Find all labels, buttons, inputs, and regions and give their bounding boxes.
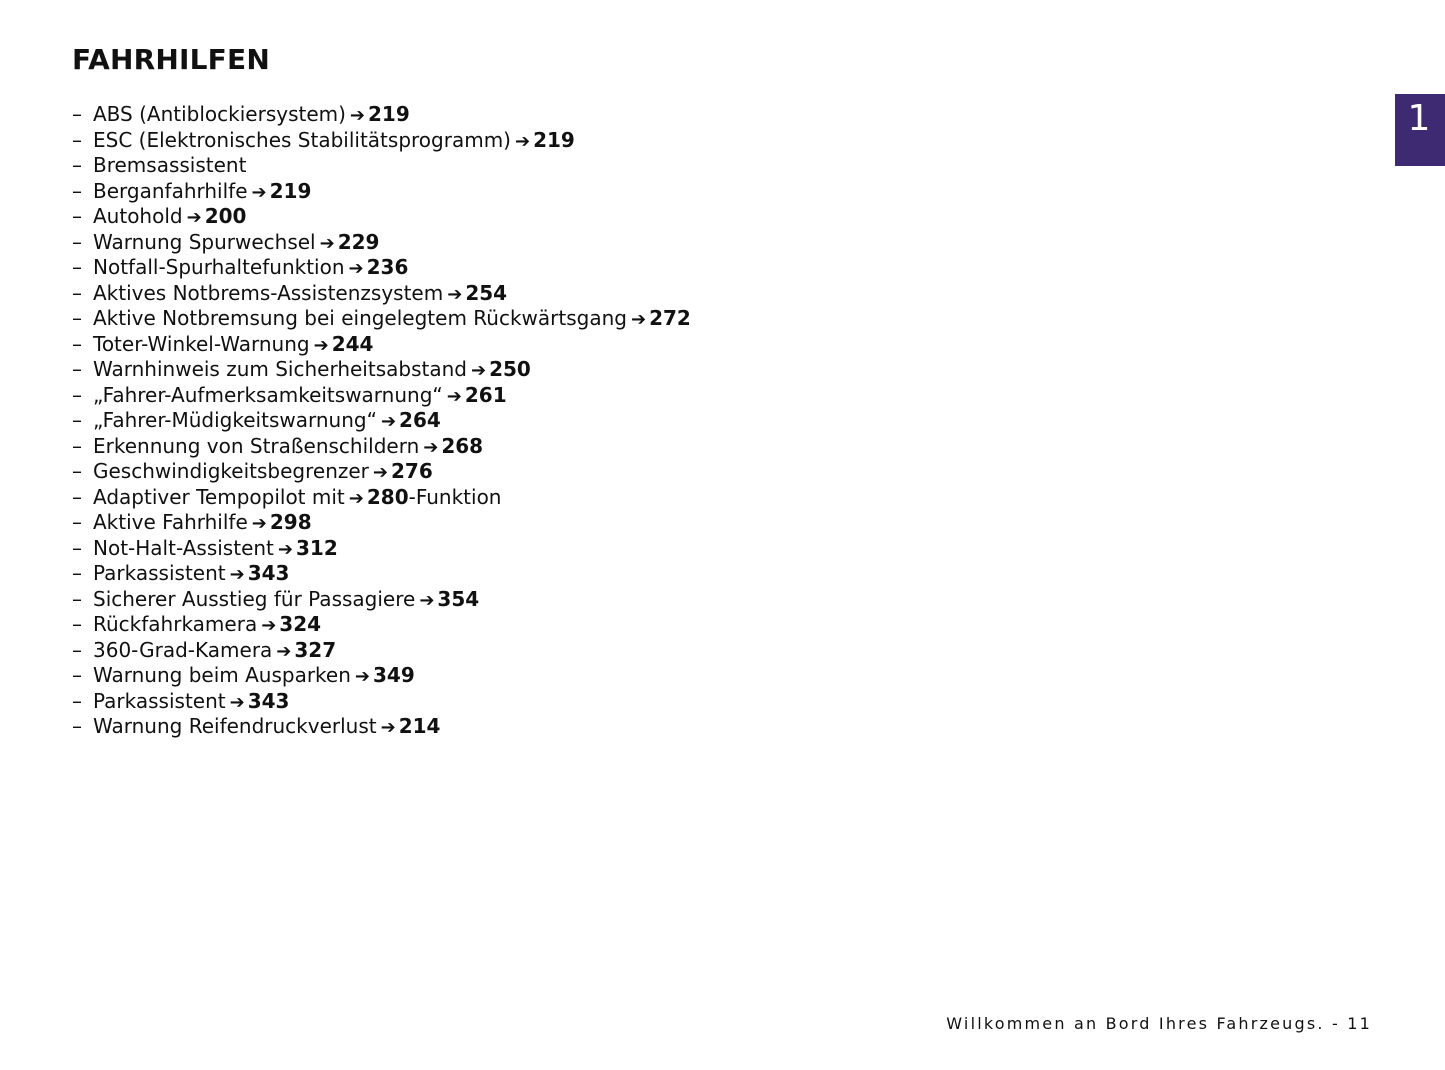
arrow-right-icon: ➔ [380,411,397,432]
item-label: Bremsassistent [93,153,247,177]
item-label: Parkassistent [93,561,226,585]
page-footer: Willkommen an Bord Ihres Fahrzeugs. - 11 [946,1014,1372,1033]
list-item [72,230,691,256]
item-label: Geschwindigkeitsbegrenzer [93,459,369,483]
item-label: Notfall-Spurhaltefunktion [93,255,345,279]
feature-list [72,102,691,740]
arrow-right-icon: ➔ [313,334,329,356]
list-item [72,383,691,409]
page-reference-link[interactable]: 280 [366,484,409,509]
list-item [72,510,691,536]
page-reference-link[interactable]: 200 [204,204,247,228]
arrow-right-icon: ➔ [229,691,245,713]
list-item [72,204,691,230]
item-label: Not-Halt-Assistent [93,535,274,560]
item-label: „Fahrer-Müdigkeitswarnung“ [93,408,377,432]
item-label: Autohold [93,204,183,228]
list-item [72,357,691,383]
arrow-right-icon: ➔ [354,666,370,687]
page-reference-link[interactable]: 219 [269,178,312,203]
item-label: Berganfahrhilfe [93,178,248,203]
bullet-dash: – [72,382,82,407]
bullet-dash: – [72,688,82,713]
item-label: Erkennung von Straßenschildern [93,433,420,458]
arrow-right-icon: ➔ [186,207,202,228]
list-item [72,689,691,715]
page-reference-link[interactable]: 343 [247,688,290,713]
bullet-dash: – [72,127,82,152]
bullet-dash: – [72,535,82,560]
arrow-right-icon: ➔ [349,105,366,126]
bullet-dash: – [72,178,82,203]
arrow-right-icon: ➔ [319,232,335,254]
item-label: ESC (Elektronisches Stabilitätsprogramm) [93,127,511,152]
list-item [72,638,691,664]
item-label: 360-Grad-Kamera [93,637,273,662]
bullet-dash: – [72,204,82,228]
page-reference-link[interactable]: 324 [279,612,322,636]
bullet-dash: – [72,280,82,305]
arrow-right-icon: ➔ [229,564,245,585]
page-reference-link[interactable]: 312 [295,535,338,560]
list-item [72,255,691,281]
bullet-dash: – [72,102,82,126]
bullet-dash: – [72,255,82,279]
item-label: Aktives Notbrems-Assistenzsystem [93,280,444,305]
item-suffix: -Funktion [408,484,502,509]
list-item [72,153,691,179]
list-item [72,434,691,460]
page-reference-link[interactable]: 261 [464,382,507,407]
arrow-right-icon: ➔ [423,436,439,458]
page-reference-link[interactable]: 272 [649,306,691,330]
item-label: Warnung Spurwechsel [93,229,316,254]
arrow-right-icon: ➔ [348,258,364,279]
list-item [72,485,691,511]
arrow-right-icon: ➔ [447,283,463,305]
item-label: Toter-Winkel-Warnung [93,331,310,356]
list-item [72,128,691,154]
bullet-dash: – [72,637,82,662]
page-reference-link[interactable]: 244 [331,331,374,356]
list-item [72,536,691,562]
page-reference-link[interactable]: 250 [489,357,531,381]
arrow-right-icon: ➔ [251,181,267,203]
bullet-dash: – [72,510,82,534]
page-reference-link[interactable]: 229 [337,229,380,254]
page-reference-link[interactable]: 219 [533,127,575,152]
page-reference-link[interactable]: 343 [247,561,290,585]
item-label: Warnhinweis zum Sicherheitsabstand [93,357,467,381]
bullet-dash: – [72,306,82,330]
page-reference-link[interactable]: 298 [269,510,312,534]
item-label: Sicherer Ausstieg für Passagiere [93,586,416,611]
bullet-dash: – [72,153,82,177]
list-item [72,587,691,613]
list-item [72,281,691,307]
page-reference-link[interactable]: 349 [373,663,415,687]
bullet-dash: – [72,561,82,585]
page-reference-link[interactable]: 276 [391,459,433,483]
page-reference-link[interactable]: 327 [294,637,337,662]
page-reference-link[interactable]: 264 [399,408,441,432]
bullet-dash: – [72,714,82,738]
page-reference-link[interactable]: 268 [441,433,484,458]
page-reference-link[interactable]: 236 [366,255,409,279]
item-label: Aktive Notbremsung bei eingelegtem Rückwärtsgang [93,306,627,330]
bullet-dash: – [72,229,82,254]
list-item [72,102,691,128]
bullet-dash: – [72,612,82,636]
page-reference-link[interactable]: 219 [368,102,410,126]
bullet-dash: – [72,459,82,483]
bullet-dash: – [72,433,82,458]
page-reference-link[interactable]: 354 [437,586,480,611]
item-label: Parkassistent [93,688,226,713]
arrow-right-icon: ➔ [446,385,462,407]
page-title: FAHRHILFEN [72,43,270,76]
list-item [72,612,691,638]
arrow-right-icon: ➔ [251,513,267,534]
arrow-right-icon: ➔ [261,615,277,636]
list-item [72,408,691,434]
arrow-right-icon: ➔ [348,487,364,509]
bullet-dash: – [72,331,82,356]
item-label: Warnung Reifendruckverlust [93,714,377,738]
arrow-right-icon: ➔ [276,640,292,662]
bullet-dash: – [72,408,82,432]
arrow-right-icon: ➔ [514,130,531,152]
item-label: Aktive Fahrhilfe [93,510,248,534]
bullet-dash: – [72,484,82,509]
chapter-tab[interactable]: 1 [1395,94,1445,166]
arrow-right-icon: ➔ [372,462,389,483]
list-item [72,179,691,205]
list-item [72,459,691,485]
item-label: Adaptiver Tempopilot mit [93,484,345,509]
list-item [72,663,691,689]
bullet-dash: – [72,586,82,611]
arrow-right-icon: ➔ [630,309,647,330]
arrow-right-icon: ➔ [419,589,435,611]
arrow-right-icon: ➔ [277,538,293,560]
list-item [72,714,691,740]
item-label: ABS (Antiblockiersystem) [93,102,346,126]
page-reference-link[interactable]: 214 [398,714,441,738]
arrow-right-icon: ➔ [380,717,396,738]
item-label: Warnung beim Ausparken [93,663,351,687]
list-item [72,561,691,587]
list-item [72,306,691,332]
arrow-right-icon: ➔ [470,360,487,381]
bullet-dash: – [72,357,82,381]
page-reference-link[interactable]: 254 [465,280,508,305]
item-label: „Fahrer-Aufmerksamkeitswarnung“ [93,382,443,407]
item-label: Rückfahrkamera [93,612,258,636]
list-item [72,332,691,358]
bullet-dash: – [72,663,82,687]
